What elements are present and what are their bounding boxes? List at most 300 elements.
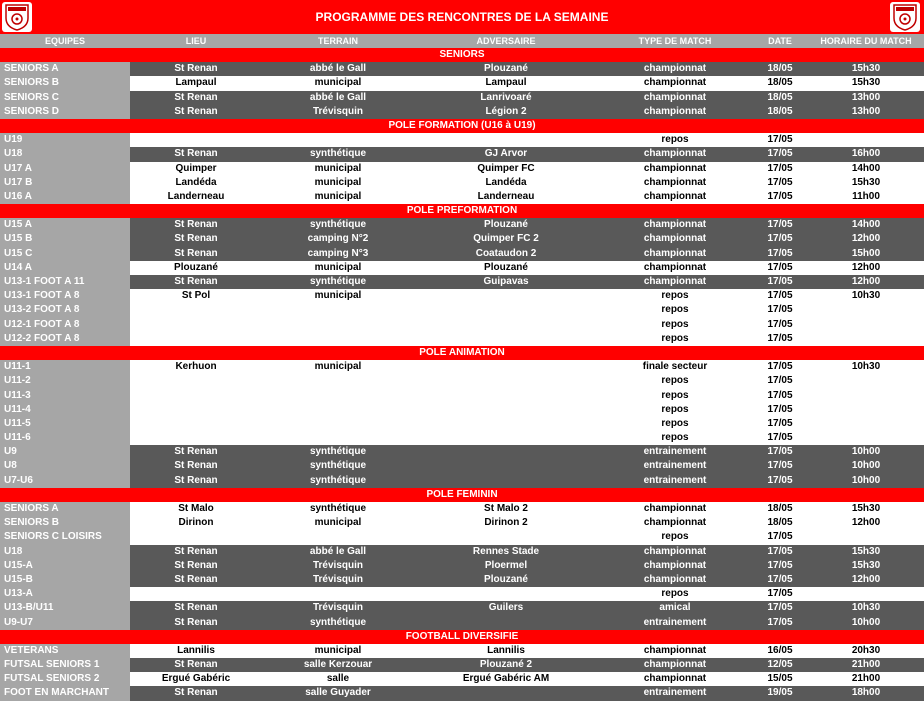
cell-kickoff-time: 14h00 — [851, 219, 881, 231]
cell-date: 16/05 — [767, 644, 793, 656]
cell-team: U12-1 FOOT A 8 — [0, 318, 130, 332]
cell-opponent — [414, 133, 598, 147]
cell-opponent — [414, 686, 598, 700]
table-row — [0, 431, 924, 445]
cell-opponent: Plouzané — [484, 63, 528, 75]
cell-opponent: Lannilis — [487, 644, 525, 656]
title-banner — [0, 0, 924, 34]
cell-venue — [130, 431, 262, 445]
cell-opponent — [414, 459, 598, 473]
table-row — [0, 76, 924, 90]
table-row — [0, 318, 924, 332]
cell-field: synthétique — [309, 446, 367, 458]
cell-opponent: Landéda — [485, 176, 527, 188]
cell-match-type: championnat — [643, 162, 707, 174]
cell-opponent: Plouzané 2 — [479, 659, 533, 671]
cell-opponent: Guipavas — [483, 276, 529, 287]
table-row — [0, 587, 924, 601]
cell-field: camping N°3 — [307, 247, 369, 259]
cell-date: 17/05 — [767, 389, 793, 401]
cell-team: U17 B — [0, 176, 130, 190]
table-row — [0, 303, 924, 317]
cell-date: 17/05 — [767, 588, 793, 600]
table-row — [0, 459, 924, 473]
cell-team: U18 — [0, 545, 130, 559]
table-row — [0, 417, 924, 431]
cell-venue: Lampaul — [175, 77, 217, 89]
cell-opponent — [414, 417, 598, 431]
cell-venue: St Renan — [174, 559, 218, 571]
cell-kickoff-time — [808, 133, 924, 147]
table-row — [0, 232, 924, 246]
section-header: POLE FEMININ — [0, 488, 924, 502]
table-row — [0, 105, 924, 119]
cell-opponent: Quimper FC — [477, 162, 535, 174]
cell-opponent: Landerneau — [477, 190, 535, 202]
cell-opponent — [414, 374, 598, 388]
cell-venue — [130, 374, 262, 388]
cell-date: 17/05 — [767, 432, 793, 444]
cell-opponent: Ergué Gabéric AM — [462, 673, 550, 685]
cell-kickoff-time: 10h00 — [851, 460, 881, 472]
cell-opponent — [414, 445, 598, 459]
table-row — [0, 62, 924, 76]
cell-team: SENIORS B — [0, 76, 130, 90]
cell-field — [262, 133, 414, 147]
cell-field — [262, 374, 414, 388]
cell-match-type: championnat — [643, 247, 707, 259]
cell-kickoff-time: 12h00 — [851, 233, 881, 245]
cell-team: U8 — [0, 459, 130, 473]
cell-field: Trévisquin — [312, 105, 363, 117]
cell-opponent — [414, 360, 598, 374]
column-header-row — [0, 34, 924, 48]
cell-match-type: championnat — [643, 190, 707, 202]
cell-match-type: championnat — [643, 219, 707, 231]
cell-match-type: championnat — [643, 659, 707, 671]
cell-field: synthétique — [309, 460, 367, 472]
cell-kickoff-time: 20h30 — [851, 644, 881, 656]
cell-field: municipal — [314, 261, 362, 273]
cell-field: salle Guyader — [305, 687, 371, 699]
cell-kickoff-time: 12h00 — [851, 573, 881, 585]
cell-kickoff-time — [808, 587, 924, 601]
page-title: PROGRAMME DES RENCONTRES DE LA SEMAINE — [315, 10, 609, 24]
cell-team: SENIORS C — [0, 91, 130, 105]
cell-venue: St Malo — [178, 503, 214, 514]
cell-date: 17/05 — [767, 417, 793, 429]
cell-date: 17/05 — [767, 573, 793, 585]
cell-field — [262, 587, 414, 601]
table-row — [0, 332, 924, 346]
cell-date: 19/05 — [767, 687, 793, 699]
cell-opponent — [414, 318, 598, 332]
table-row — [0, 601, 924, 615]
cell-opponent — [414, 431, 598, 445]
cell-venue: St Renan — [174, 573, 218, 585]
table-row — [0, 445, 924, 459]
cell-venue: St Renan — [174, 219, 218, 231]
cell-match-type: championnat — [643, 517, 707, 529]
section-header: POLE ANIMATION — [0, 346, 924, 360]
cell-venue: St Renan — [174, 148, 218, 160]
cell-venue: St Renan — [174, 233, 218, 245]
table-row — [0, 545, 924, 559]
cell-date: 18/05 — [767, 91, 793, 103]
cell-match-type: repos — [661, 332, 689, 344]
cell-date: 18/05 — [767, 105, 793, 117]
cell-field — [262, 303, 414, 317]
cell-opponent: GJ Arvor — [484, 148, 528, 160]
cell-date: 18/05 — [767, 77, 793, 89]
cell-team: U13-A — [0, 587, 130, 601]
cell-field: abbé le Gall — [309, 63, 367, 75]
cell-kickoff-time: 15h30 — [851, 63, 881, 75]
cell-field — [262, 417, 414, 431]
cell-date: 17/05 — [767, 276, 793, 287]
cell-kickoff-time — [808, 303, 924, 317]
table-row — [0, 147, 924, 161]
cell-match-type: finale secteur — [642, 361, 708, 373]
table-row — [0, 176, 924, 190]
section-header: POLE FORMATION (U16 à U19) — [0, 119, 924, 133]
cell-kickoff-time — [808, 403, 924, 417]
header-type-de-match: TYPE DE MATCH — [638, 36, 712, 46]
cell-match-type: repos — [661, 403, 689, 415]
cell-match-type: entrainement — [643, 474, 707, 486]
cell-date: 17/05 — [767, 446, 793, 458]
cell-opponent — [414, 303, 598, 317]
cell-kickoff-time: 10h30 — [851, 290, 881, 302]
cell-venue: St Renan — [174, 276, 218, 287]
club-crest-icon — [890, 2, 920, 32]
cell-kickoff-time: 15h30 — [851, 503, 881, 514]
cell-match-type: championnat — [643, 105, 707, 117]
cell-field: municipal — [314, 361, 362, 373]
cell-date: 17/05 — [767, 531, 793, 543]
cell-team: U11-5 — [0, 417, 130, 431]
section-header: FOOTBALL DIVERSIFIE — [0, 630, 924, 644]
table-row — [0, 502, 924, 516]
cell-field: synthétique — [309, 616, 367, 628]
table-row — [0, 162, 924, 176]
table-row — [0, 658, 924, 672]
cell-venue: Landéda — [175, 176, 217, 188]
cell-kickoff-time — [808, 417, 924, 431]
cell-match-type: repos — [661, 588, 689, 600]
cell-date: 17/05 — [767, 261, 793, 273]
cell-kickoff-time — [808, 389, 924, 403]
cell-match-type: repos — [661, 417, 689, 429]
cell-venue — [130, 318, 262, 332]
cell-match-type: entrainement — [643, 446, 707, 458]
cell-kickoff-time: 13h00 — [851, 91, 881, 103]
cell-venue: St Pol — [181, 290, 211, 302]
cell-match-type: championnat — [643, 545, 707, 557]
cell-match-type: repos — [661, 531, 689, 543]
header-adversaire: ADVERSAIRE — [476, 36, 536, 46]
cell-date: 17/05 — [767, 148, 793, 160]
cell-field: synthétique — [309, 148, 367, 160]
cell-date: 18/05 — [767, 503, 793, 514]
section-header: POLE PREFORMATION — [0, 204, 924, 218]
cell-opponent — [414, 389, 598, 403]
cell-field: municipal — [314, 77, 362, 89]
cell-kickoff-time: 10h00 — [851, 446, 881, 458]
table-row — [0, 289, 924, 303]
cell-date: 12/05 — [767, 659, 793, 671]
cell-kickoff-time — [808, 374, 924, 388]
table-row — [0, 474, 924, 488]
cell-team: U7-U6 — [0, 474, 130, 488]
header-date: DATE — [768, 36, 792, 46]
cell-date: 17/05 — [767, 190, 793, 202]
cell-venue: St Renan — [174, 460, 218, 472]
cell-field: municipal — [314, 162, 362, 174]
cell-team: U11-6 — [0, 431, 130, 445]
cell-kickoff-time: 11h00 — [852, 190, 880, 202]
cell-field: camping N°2 — [307, 233, 369, 245]
cell-opponent — [414, 587, 598, 601]
table-row — [0, 218, 924, 232]
cell-field: synthétique — [309, 503, 367, 514]
cell-team: U15-A — [0, 559, 130, 573]
cell-venue: St Renan — [174, 616, 218, 628]
cell-date: 17/05 — [767, 233, 793, 245]
cell-date: 17/05 — [767, 460, 793, 472]
cell-match-type: championnat — [643, 673, 707, 685]
club-crest-icon — [2, 2, 32, 32]
cell-team: U15-B — [0, 573, 130, 587]
cell-match-type: championnat — [643, 148, 707, 160]
cell-field — [262, 530, 414, 544]
cell-venue — [130, 587, 262, 601]
cell-opponent: Dirinon 2 — [484, 517, 528, 529]
schedule-table — [0, 48, 924, 701]
cell-field: municipal — [314, 517, 362, 529]
cell-field — [262, 332, 414, 346]
cell-date: 17/05 — [767, 616, 793, 628]
header-horaire: HORAIRE DU MATCH — [820, 36, 912, 46]
cell-venue: St Renan — [174, 91, 218, 103]
cell-team: U13-2 FOOT A 8 — [0, 303, 130, 317]
cell-date: 17/05 — [767, 318, 793, 330]
cell-field — [262, 389, 414, 403]
cell-opponent: Guilers — [488, 602, 524, 614]
cell-field: municipal — [314, 190, 362, 202]
table-row — [0, 275, 924, 289]
cell-match-type: championnat — [643, 573, 707, 585]
cell-field — [262, 403, 414, 417]
cell-venue — [130, 403, 262, 417]
cell-opponent — [414, 474, 598, 488]
cell-date: 17/05 — [767, 332, 793, 344]
cell-match-type: championnat — [643, 644, 707, 656]
cell-team: SENIORS A — [0, 62, 130, 76]
cell-date: 17/05 — [767, 219, 793, 231]
table-row — [0, 374, 924, 388]
cell-opponent — [414, 403, 598, 417]
cell-date: 17/05 — [767, 375, 793, 387]
cell-venue: St Renan — [174, 105, 218, 117]
cell-team: VETERANS — [0, 644, 130, 658]
cell-date: 17/05 — [767, 176, 793, 188]
cell-opponent: Lampaul — [485, 77, 527, 89]
cell-date: 17/05 — [767, 559, 793, 571]
cell-team: U15 B — [0, 232, 130, 246]
table-row — [0, 360, 924, 374]
cell-field: Trévisquin — [312, 573, 363, 585]
table-row — [0, 686, 924, 700]
cell-date: 17/05 — [767, 304, 793, 316]
cell-opponent: St Malo 2 — [484, 503, 528, 514]
cell-venue: Kerhuon — [175, 361, 217, 373]
cell-match-type: repos — [661, 318, 689, 330]
table-row — [0, 403, 924, 417]
cell-venue — [130, 303, 262, 317]
cell-date: 17/05 — [767, 545, 793, 557]
cell-kickoff-time: 12h00 — [851, 276, 881, 287]
cell-opponent — [414, 616, 598, 630]
cell-team: U11-4 — [0, 403, 130, 417]
cell-field: municipal — [314, 176, 362, 188]
cell-match-type: repos — [661, 304, 689, 316]
cell-match-type: repos — [661, 290, 689, 302]
cell-team: SENIORS B — [0, 516, 130, 530]
cell-team: U11-2 — [0, 374, 130, 388]
cell-match-type: amical — [659, 602, 691, 614]
cell-match-type: championnat — [643, 261, 707, 273]
cell-opponent: Lanrivoaré — [480, 91, 532, 103]
cell-kickoff-time: 16h00 — [851, 148, 881, 160]
cell-match-type: championnat — [643, 233, 707, 245]
cell-date: 17/05 — [767, 134, 793, 146]
cell-opponent: Légion 2 — [485, 105, 527, 117]
header-terrain: TERRAIN — [318, 36, 358, 46]
cell-venue: St Renan — [174, 659, 218, 671]
table-row — [0, 190, 924, 204]
cell-match-type: repos — [661, 375, 689, 387]
cell-kickoff-time: 10h30 — [851, 602, 881, 614]
cell-opponent — [414, 530, 598, 544]
cell-match-type: championnat — [643, 63, 707, 75]
cell-kickoff-time — [808, 332, 924, 346]
cell-team: U9 — [0, 445, 130, 459]
cell-date: 18/05 — [767, 517, 793, 529]
table-row — [0, 91, 924, 105]
cell-team: U9-U7 — [0, 616, 130, 630]
cell-field: Trévisquin — [312, 559, 363, 571]
table-row — [0, 247, 924, 261]
cell-team: FUTSAL SENIORS 2 — [0, 672, 130, 686]
cell-team: U15 C — [0, 247, 130, 261]
cell-field: synthétique — [309, 276, 367, 287]
table-row — [0, 616, 924, 630]
cell-venue: St Renan — [174, 602, 218, 614]
cell-field: municipal — [314, 644, 362, 656]
cell-kickoff-time — [808, 431, 924, 445]
table-row — [0, 672, 924, 686]
cell-field: salle Kerzouar — [303, 659, 373, 671]
cell-venue: Lannilis — [177, 644, 215, 656]
cell-match-type: championnat — [643, 559, 707, 571]
cell-opponent — [414, 332, 598, 346]
cell-venue: St Renan — [174, 474, 218, 486]
cell-venue: St Renan — [174, 247, 218, 259]
cell-opponent: Plouzané — [484, 219, 528, 231]
header-lieu: LIEU — [185, 36, 207, 46]
cell-date: 17/05 — [767, 162, 793, 174]
cell-venue — [130, 389, 262, 403]
cell-field: municipal — [314, 290, 362, 302]
cell-match-type: entrainement — [643, 687, 707, 699]
table-row — [0, 573, 924, 587]
cell-team: U15 A — [0, 218, 130, 232]
cell-kickoff-time: 10h30 — [851, 361, 881, 373]
cell-field — [262, 431, 414, 445]
cell-kickoff-time: 18h00 — [851, 687, 881, 699]
cell-match-type: championnat — [643, 91, 707, 103]
cell-date: 17/05 — [767, 247, 793, 259]
cell-match-type: championnat — [643, 176, 707, 188]
cell-kickoff-time: 15h30 — [851, 176, 881, 188]
cell-opponent: Coataudon 2 — [475, 247, 537, 259]
cell-kickoff-time: 13h00 — [851, 105, 881, 117]
cell-team: FOOT EN MARCHANT — [0, 686, 130, 700]
cell-opponent: Quimper FC 2 — [473, 233, 539, 245]
cell-kickoff-time: 15h30 — [851, 545, 881, 557]
cell-venue: St Renan — [174, 687, 218, 699]
cell-date: 15/05 — [767, 673, 793, 685]
cell-venue — [130, 417, 262, 431]
cell-venue: Quimper — [175, 162, 217, 174]
cell-venue — [130, 332, 262, 346]
cell-kickoff-time: 10h00 — [851, 474, 881, 486]
cell-date: 17/05 — [767, 403, 793, 415]
cell-team: SENIORS A — [0, 502, 130, 516]
cell-field: synthétique — [309, 219, 367, 231]
cell-opponent: Plouzané — [484, 261, 528, 273]
cell-opponent: Rennes Stade — [472, 545, 540, 557]
header-equipes: EQUIPES — [44, 36, 85, 46]
section-header: SENIORS — [0, 48, 924, 62]
cell-kickoff-time — [808, 530, 924, 544]
cell-venue: St Renan — [174, 63, 218, 75]
cell-kickoff-time: 12h00 — [851, 261, 881, 273]
table-row — [0, 644, 924, 658]
cell-date: 17/05 — [767, 602, 793, 614]
cell-match-type: championnat — [643, 503, 707, 514]
cell-kickoff-time — [808, 318, 924, 332]
cell-team: U11-1 — [0, 360, 130, 374]
cell-kickoff-time: 21h00 — [851, 673, 881, 685]
cell-date: 17/05 — [767, 474, 793, 486]
cell-date: 17/05 — [767, 361, 793, 373]
cell-team: U19 — [0, 133, 130, 147]
cell-opponent — [414, 289, 598, 303]
cell-field — [262, 318, 414, 332]
cell-match-type: entrainement — [643, 460, 707, 472]
table-row — [0, 389, 924, 403]
table-row — [0, 261, 924, 275]
cell-match-type: entrainement — [643, 616, 707, 628]
cell-team: U14 A — [0, 261, 130, 275]
cell-match-type: repos — [661, 432, 689, 444]
cell-venue: St Renan — [174, 545, 218, 557]
cell-team: U12-2 FOOT A 8 — [0, 332, 130, 346]
cell-team: U18 — [0, 147, 130, 161]
cell-field: salle — [326, 673, 350, 685]
